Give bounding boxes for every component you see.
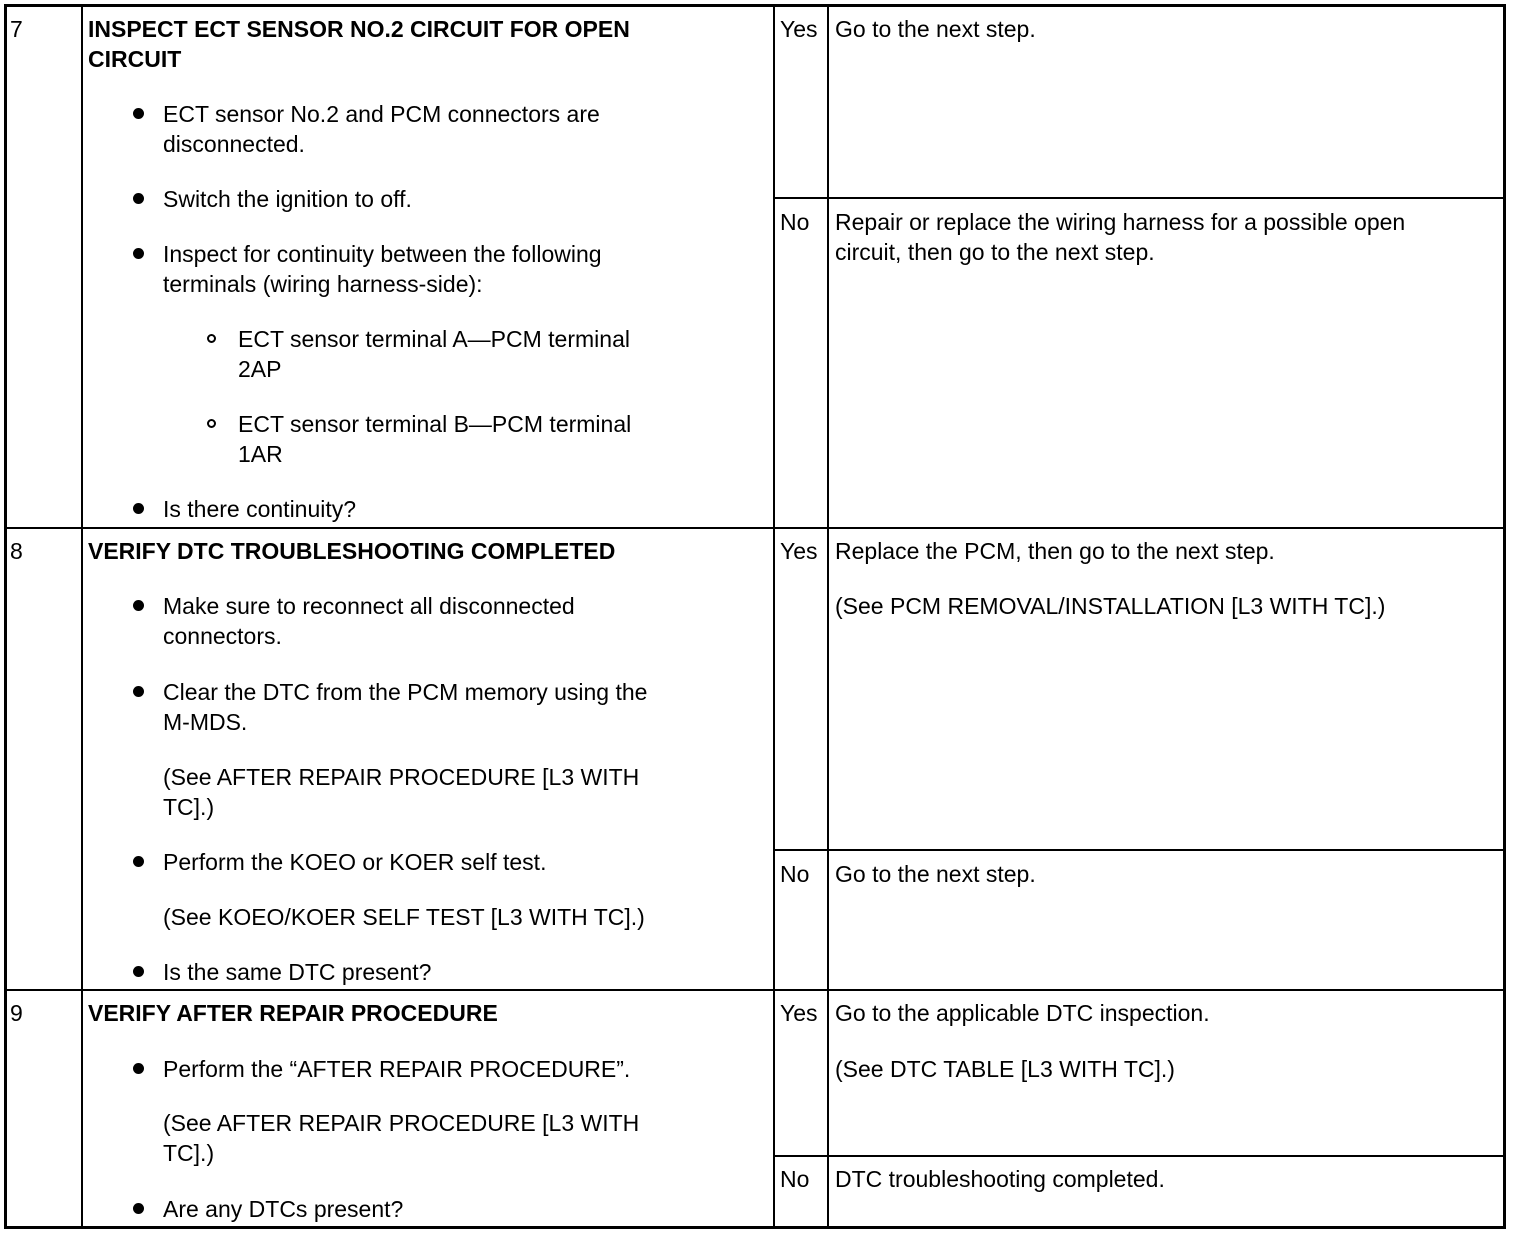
step-title: VERIFY DTC TROUBLESHOOTING COMPLETED xyxy=(88,538,616,564)
bullet-icon xyxy=(133,503,144,514)
check-subitem: ECT sensor terminal A—PCM terminal xyxy=(238,326,630,352)
yes-label: Yes xyxy=(780,16,818,42)
sub-bullet-icon xyxy=(207,419,216,428)
no-action: circuit, then go to the next step. xyxy=(835,239,1155,265)
check-item: terminals (wiring harness-side): xyxy=(163,271,483,297)
check-subitem: 2AP xyxy=(238,356,282,382)
check-item: connectors. xyxy=(163,623,282,649)
reference-note: (See AFTER REPAIR PROCEDURE [L3 WITH xyxy=(163,764,640,790)
check-question: Is there continuity? xyxy=(163,496,357,522)
step-title: CIRCUIT xyxy=(88,46,182,72)
bullet-icon xyxy=(133,193,144,204)
step-title: INSPECT ECT SENSOR NO.2 CIRCUIT FOR OPEN xyxy=(88,16,630,42)
yes-label: Yes xyxy=(780,538,818,564)
check-item: Clear the DTC from the PCM memory using the xyxy=(163,679,648,705)
step-number: 7 xyxy=(10,16,23,42)
check-subitem: ECT sensor terminal B—PCM terminal xyxy=(238,411,632,437)
yes-action-reference: (See DTC TABLE [L3 WITH TC].) xyxy=(835,1056,1175,1082)
step-number: 9 xyxy=(10,1000,23,1026)
check-subitem: 1AR xyxy=(238,441,283,467)
no-action: DTC troubleshooting completed. xyxy=(835,1166,1165,1192)
reference-note: TC].) xyxy=(163,1140,215,1166)
column-divider xyxy=(81,4,83,1229)
check-item: Switch the ignition to off. xyxy=(163,186,412,212)
bullet-icon xyxy=(133,600,144,611)
no-action: Go to the next step. xyxy=(835,861,1036,887)
answer-divider xyxy=(773,849,1506,851)
bullet-icon xyxy=(133,686,144,697)
step-title: VERIFY AFTER REPAIR PROCEDURE xyxy=(88,1000,498,1026)
row-divider xyxy=(4,527,1506,529)
check-item: disconnected. xyxy=(163,131,305,157)
check-item: Perform the “AFTER REPAIR PROCEDURE”. xyxy=(163,1056,631,1082)
check-question: Are any DTCs present? xyxy=(163,1196,404,1222)
step-number: 8 xyxy=(10,538,23,564)
yes-action-reference: (See PCM REMOVAL/INSTALLATION [L3 WITH TC].) xyxy=(835,593,1386,619)
bullet-icon xyxy=(133,856,144,867)
yes-action: Go to the next step. xyxy=(835,16,1036,42)
check-question: Is the same DTC present? xyxy=(163,959,432,985)
no-label: No xyxy=(780,1166,810,1192)
check-item: Make sure to reconnect all disconnected xyxy=(163,593,575,619)
row-divider xyxy=(4,989,1506,991)
bullet-icon xyxy=(133,108,144,119)
check-item: Inspect for continuity between the following xyxy=(163,241,602,267)
no-label: No xyxy=(780,209,810,235)
sub-bullet-icon xyxy=(207,334,216,343)
yes-action: Go to the applicable DTC inspection. xyxy=(835,1000,1210,1026)
no-action: Repair or replace the wiring harness for a possible open xyxy=(835,209,1406,235)
answer-divider xyxy=(773,197,1506,199)
reference-note: TC].) xyxy=(163,794,215,820)
bullet-icon xyxy=(133,966,144,977)
no-label: No xyxy=(780,861,810,887)
yes-label: Yes xyxy=(780,1000,818,1026)
yes-action: Replace the PCM, then go to the next step. xyxy=(835,538,1275,564)
column-divider xyxy=(773,4,775,1229)
bullet-icon xyxy=(133,1203,144,1214)
reference-note: (See KOEO/KOER SELF TEST [L3 WITH TC].) xyxy=(163,904,645,930)
bullet-icon xyxy=(133,1063,144,1074)
check-item: Perform the KOEO or KOER self test. xyxy=(163,849,547,875)
check-item: M-MDS. xyxy=(163,709,248,735)
bullet-icon xyxy=(133,248,144,259)
answer-divider xyxy=(773,1155,1506,1157)
column-divider xyxy=(827,4,829,1229)
check-item: ECT sensor No.2 and PCM connectors are xyxy=(163,101,600,127)
reference-note: (See AFTER REPAIR PROCEDURE [L3 WITH xyxy=(163,1110,640,1136)
